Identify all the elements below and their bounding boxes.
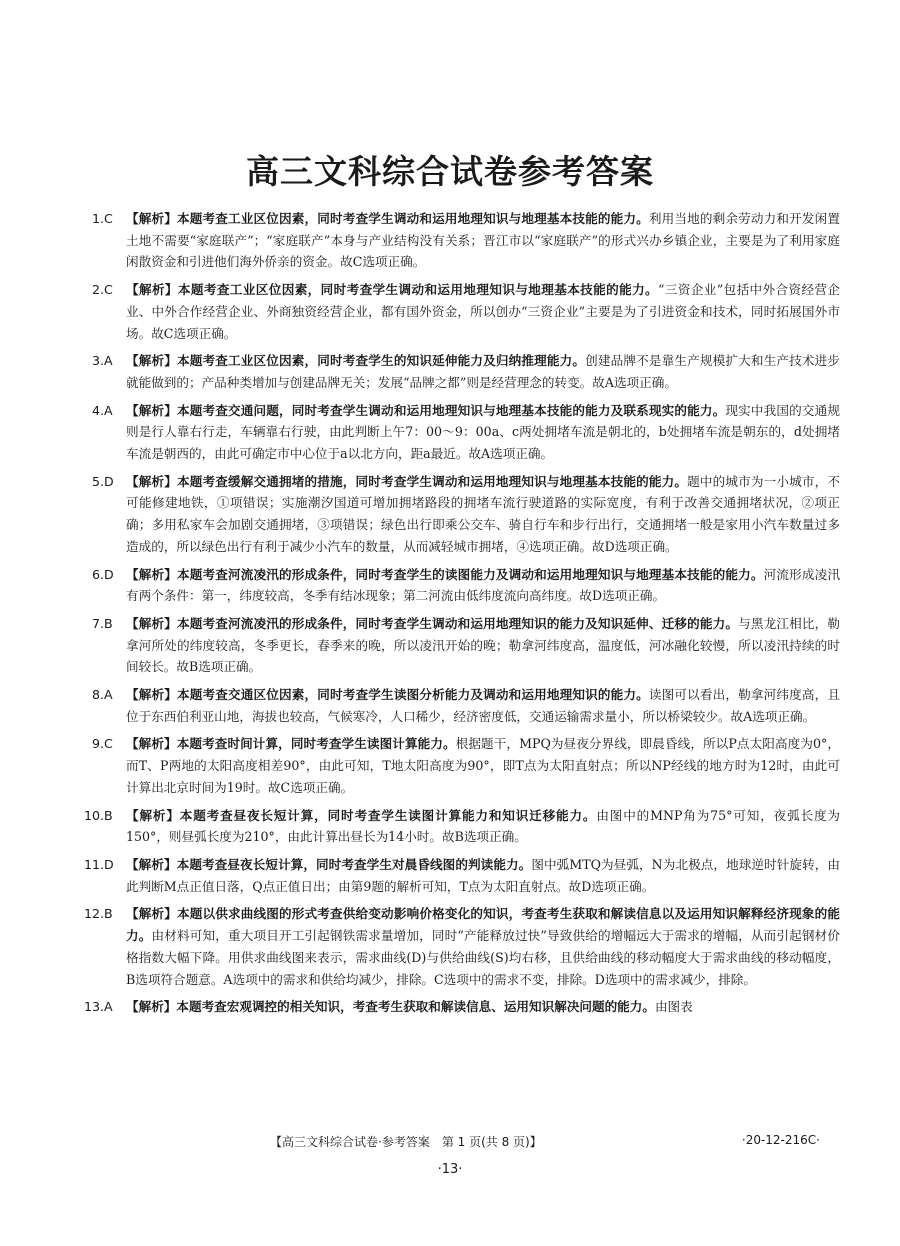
answer-text: 创建品牌不是靠生产规模扩大和生产技术进步就能做到的；产品种类增加与创建品牌无关；发展“品牌之都”则是经营理念的转变。故A选项正确。 xyxy=(126,353,841,390)
answer-item xyxy=(92,208,840,273)
answer-number: 4.A xyxy=(92,402,113,418)
answer-number: 2.C xyxy=(92,282,113,298)
analysis-tag: 【解析】 xyxy=(126,353,178,369)
analysis-tag: 【解析】 xyxy=(126,807,180,823)
answer-item xyxy=(84,996,840,1018)
answer-text: “三资企业”包括中外合资经营企业、中外合作经营企业、外商独资经营企业，都有国外资金，所以创办“三资企业”主要是为了引进资金和技术，同时拓展国外市场。故C选项正确。 xyxy=(126,282,841,341)
analysis-tag: 【解析】 xyxy=(126,282,178,298)
answer-text: 图中弧MTQ为昼弧，N为北极点，地球逆时针旋转，由此判断M点正值日落，Q点正值日出；由第9题的解析可知，T点为太阳直射点。故D选项正确。 xyxy=(126,856,841,894)
analysis-tag: 【解析】 xyxy=(126,906,178,922)
answer-body xyxy=(126,854,840,897)
analysis-tag: 【解析】 xyxy=(126,615,178,631)
answer-text: 河流形成凌汛有两个条件：第一，纬度较高，冬季有结冰现象；第二河流由低纬度流向高纬度。故D选项正确。 xyxy=(126,566,841,604)
answer-number: 9.C xyxy=(92,736,113,752)
page-footer xyxy=(92,1133,840,1153)
answer-item xyxy=(92,400,840,465)
answer-item xyxy=(84,854,841,897)
answer-body xyxy=(126,400,840,465)
answer-body xyxy=(126,471,840,558)
answer-body xyxy=(126,684,840,727)
answer-number: 10.B xyxy=(84,807,113,823)
answer-focus: 本题考查工业区位因素，同时考查学生的知识延伸能力及归纳推理能力。 xyxy=(177,353,586,369)
answer-item xyxy=(92,564,840,607)
answer-focus: 本题考查缓解交通拥堵的措施，同时考查学生调动和运用地理知识与地理基本技能的能力。 xyxy=(177,473,688,489)
answer-focus: 本题考查工业区位因素，同时考查学生调动和运用地理知识与地理基本技能的能力。 xyxy=(177,211,649,226)
answer-number: 8.A xyxy=(92,687,113,703)
answer-body xyxy=(126,805,840,848)
answer-focus: 本题考查昼夜长短计算，同时考查学生读图计算能力和知识迁移能力。 xyxy=(179,807,597,823)
answer-number: 12.B xyxy=(84,906,113,922)
answer-number: 7.B xyxy=(92,615,113,631)
answer-item xyxy=(84,805,840,848)
answer-list xyxy=(84,208,841,1018)
analysis-tag: 【解析】 xyxy=(126,999,177,1015)
analysis-tag: 【解析】 xyxy=(126,473,178,489)
answer-item xyxy=(92,350,840,393)
analysis-tag: 【解析】 xyxy=(126,687,178,703)
answer-text: 根据题干，MPQ为昼夜分界线，即晨昏线，所以P点太阳高度为0°，而T、P两地的太阳高度相差90°，由此可知，T地太阳高度为90°，即T点为太阳直射点；所以NP经线的地方时为12时，由此可计算出北京时间为19时。故C选项正确。 xyxy=(126,736,840,795)
answer-number: 6.D xyxy=(92,566,114,582)
answer-text: 由图中的MNP角为75°可知，夜弧长度为150°，则昼弧长度为210°，由此计算出昼长为14小时。故B选项正确。 xyxy=(126,807,840,845)
answer-focus: 本题考查河流凌汛的形成条件，同时考查学生的读图能力及调动和运用地理知识与地理基本技能的能力。 xyxy=(177,566,764,582)
page-number: ·13· xyxy=(437,1162,463,1177)
answer-focus: 本题考查交通问题，同时考查学生调动和运用地理知识与地理基本技能的能力及联系现实的能力。 xyxy=(177,402,726,418)
answer-body xyxy=(126,903,840,990)
answer-focus: 本题考查时间计算，同时考查学生读图计算能力。 xyxy=(176,736,456,752)
answer-number: 3.A xyxy=(92,353,113,369)
answer-item xyxy=(92,613,840,678)
answer-item xyxy=(84,903,841,990)
answer-text: 与黑龙江相比，勒拿河所处的纬度较高，冬季更长，春季来的晚，所以凌汛开始的晚；勒拿河纬度高，温度低，河冰融化较慢，所以凌汛持续的时间较长。故B选项正确。 xyxy=(126,615,841,675)
answer-text: 现实中我国的交通规则是行人靠右行走，车辆靠右行驶，由此判断上午7：00～9：00a、c两处拥堵车流是朝北的，b处拥堵车流是朝东的，d处拥堵车流是朝西的，由此可确定市中心位于a以北方向，距a最近。故A选项正确。 xyxy=(126,402,841,462)
page-title: 高三文科综合试卷参考答案 xyxy=(246,152,654,191)
answer-item xyxy=(92,471,840,558)
answer-body xyxy=(126,350,840,393)
answer-number: 5.D xyxy=(92,473,114,489)
analysis-tag: 【解析】 xyxy=(126,856,177,872)
answer-text: 题中的城市为一小城市，不可能修建地铁，①项错误；实施潮汐国道可增加拥堵路段的拥堵车流行驶道路的实际宽度，有利于改善交通拥堵状况，②项正确；多用私家车会加剧交通拥堵，③项错误；绿色出行即乘公交车、骑自行车和步行出行，交通拥堵一般是家用小汽车数量过多造成的，所以绿色出行有利于减少小汽车的数量，从而减轻城市拥堵，④选项正确。故D选项正确。 xyxy=(126,473,841,554)
answer-focus: 本题考查河流凌汛的形成条件，同时考查学生调动和运用地理知识的能力及知识延伸、迁移的能力。 xyxy=(177,615,739,631)
answer-body xyxy=(126,733,840,798)
answer-focus: 本题考查宏观调控的相关知识，考查考生获取和解读信息、运用知识解决问题的能力。 xyxy=(176,999,655,1015)
analysis-tag: 【解析】 xyxy=(126,566,178,582)
answer-text: 由材料可知，重大项目开工引起钢铁需求量增加，同时“产能释放过快”导致供给的增幅远大于需求的增幅，从而引起钢材价格指数大幅下降。用供求曲线图来表示，需求曲线(D)与供给曲线(S)均右移，且供给曲线的移动幅度大于需求曲线的移动幅度，B选项符合题意。A选项中的需求和供给均减少，排除。C选项中的需求不变，排除。D选项中的需求减少，排除。 xyxy=(126,928,840,987)
answer-item xyxy=(92,733,840,798)
analysis-tag: 【解析】 xyxy=(126,211,178,226)
answer-body xyxy=(126,564,840,607)
analysis-tag: 【解析】 xyxy=(126,736,177,752)
answer-focus: 本题考查昼夜长短计算，同时考查学生对晨昏线图的判读能力。 xyxy=(176,856,532,872)
answer-number: 1.C xyxy=(92,211,113,226)
answer-body xyxy=(126,613,840,678)
answer-text: 读图可以看出，勒拿河纬度高，且位于东西伯利亚山地，海拔也较高，气候寒冷，人口稀少，经济密度低，交通运输需求量小，所以桥梁较少。故A选项正确。 xyxy=(126,687,841,724)
answer-number: 13.A xyxy=(84,999,113,1015)
analysis-tag: 【解析】 xyxy=(126,402,178,418)
footer-code: ·20-12-216C· xyxy=(741,1133,820,1147)
answer-focus: 本题以供求曲线图的形式考查供给变动影响价格变化的知识，考查考生获取和解读信息以及运用知识解释经济现象的能力。 xyxy=(126,906,841,944)
answer-focus: 本题考查工业区位因素，同时考查学生调动和运用地理知识与地理基本技能的能力。 xyxy=(177,282,659,298)
answer-body xyxy=(126,208,840,273)
answer-text: 利用当地的剩余劳动力和开发闲置土地不需要“家庭联产”；“家庭联产”本身与产业结构没有关系；晋江市以“家庭联产”的形式兴办乡镇企业，主要是为了利用家庭闲散资金和引进他们海外侨亲的资金。故C选项正确。 xyxy=(126,211,841,270)
answer-body xyxy=(126,996,840,1018)
answer-number: 11.D xyxy=(84,856,114,872)
answer-body xyxy=(126,279,840,344)
answer-text: 由图表 xyxy=(654,999,693,1015)
answer-item xyxy=(92,279,840,344)
answer-item xyxy=(92,684,840,727)
footer-label: 【高三文科综合试卷·参考答案 第 1 页(共 8 页)】 xyxy=(270,1135,542,1149)
answer-focus: 本题考查交通区位因素，同时考查学生读图分析能力及调动和运用地理知识的能力。 xyxy=(177,687,649,703)
